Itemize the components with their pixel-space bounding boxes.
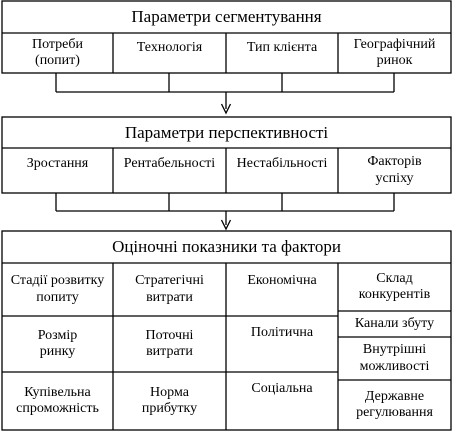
evaluation-title: Оціночні показники та фактори [112, 237, 341, 257]
evaluation-item [227, 263, 337, 300]
evaluation-item-line: Політична [250, 324, 314, 340]
segmentation-item-line: Технологія [136, 39, 203, 55]
evaluation-item [114, 372, 225, 430]
segmentation-item-line: (попит) [35, 53, 80, 68]
evaluation-item-line: Склад [376, 270, 413, 286]
segmentation-item [226, 33, 338, 63]
evaluation-item-line: Канали збуту [354, 315, 435, 331]
evaluation-item [227, 372, 337, 406]
evaluation-item-line: можливості [359, 358, 430, 374]
segmentation-item-line: Потреби [31, 36, 84, 52]
evaluation-item-line: Державне [364, 388, 425, 404]
evaluation-item-line: Поточні [145, 327, 194, 343]
evaluation-item-line: Внутрішні [362, 342, 427, 358]
evaluation-item-line: Розмір [37, 327, 78, 343]
perspective-item [2, 148, 113, 180]
evaluation-item-line: попиту [36, 289, 79, 305]
evaluation-item-line: спроможність [16, 401, 99, 416]
evaluation-item [339, 380, 450, 430]
evaluation-item-line: Економічна [247, 273, 317, 289]
evaluation-item [3, 372, 112, 430]
perspective-title: Параметри перспективності [124, 122, 329, 142]
connector-2 [56, 193, 394, 229]
segmentation-item [338, 33, 451, 73]
segmentation-title: Параметри сегментування [131, 7, 322, 27]
segmentation-item [2, 33, 113, 73]
evaluation-item [114, 316, 225, 372]
segmentation-item [113, 33, 226, 63]
perspective-item-line: Факторів [367, 154, 422, 170]
evaluation-item-line: Стратегічні [135, 273, 204, 289]
evaluation-item-line: Норма [150, 384, 189, 400]
evaluation-item-line: ринку [39, 344, 76, 359]
perspective-item-line: Нестабільності [236, 155, 328, 171]
segmentation-item-line: Тип клієнта [246, 39, 318, 55]
evaluation-item-line: конкурентів [358, 287, 431, 302]
evaluation-item-line: прибутку [141, 401, 198, 416]
segmentation-item-line: ринок [376, 53, 413, 68]
segmentation-item-line: Географічний [353, 36, 436, 52]
evaluation-item [114, 263, 225, 316]
evaluation-item [339, 337, 450, 380]
perspective-item-line: Зростання [26, 155, 89, 171]
evaluation-item-line: Купівельна [24, 384, 91, 400]
perspective-item-line: успіху [375, 170, 414, 186]
evaluation-item-line: Стадії розвитку [10, 273, 105, 289]
evaluation-item [227, 316, 337, 350]
evaluation-item [3, 263, 112, 316]
perspective-item [114, 148, 225, 180]
evaluation-item-line: Соціальна [251, 380, 313, 396]
evaluation-item-line: витрати [146, 344, 193, 359]
connector-1 [56, 73, 394, 113]
evaluation-item [339, 263, 450, 311]
evaluation-item [3, 316, 112, 372]
perspective-item-line: Рентабельності [123, 155, 216, 171]
perspective-item [227, 148, 337, 180]
perspective-item [338, 148, 451, 193]
evaluation-item-line: регулювання [356, 405, 433, 420]
evaluation-item [339, 311, 450, 337]
evaluation-item-line: витрати [146, 289, 193, 305]
